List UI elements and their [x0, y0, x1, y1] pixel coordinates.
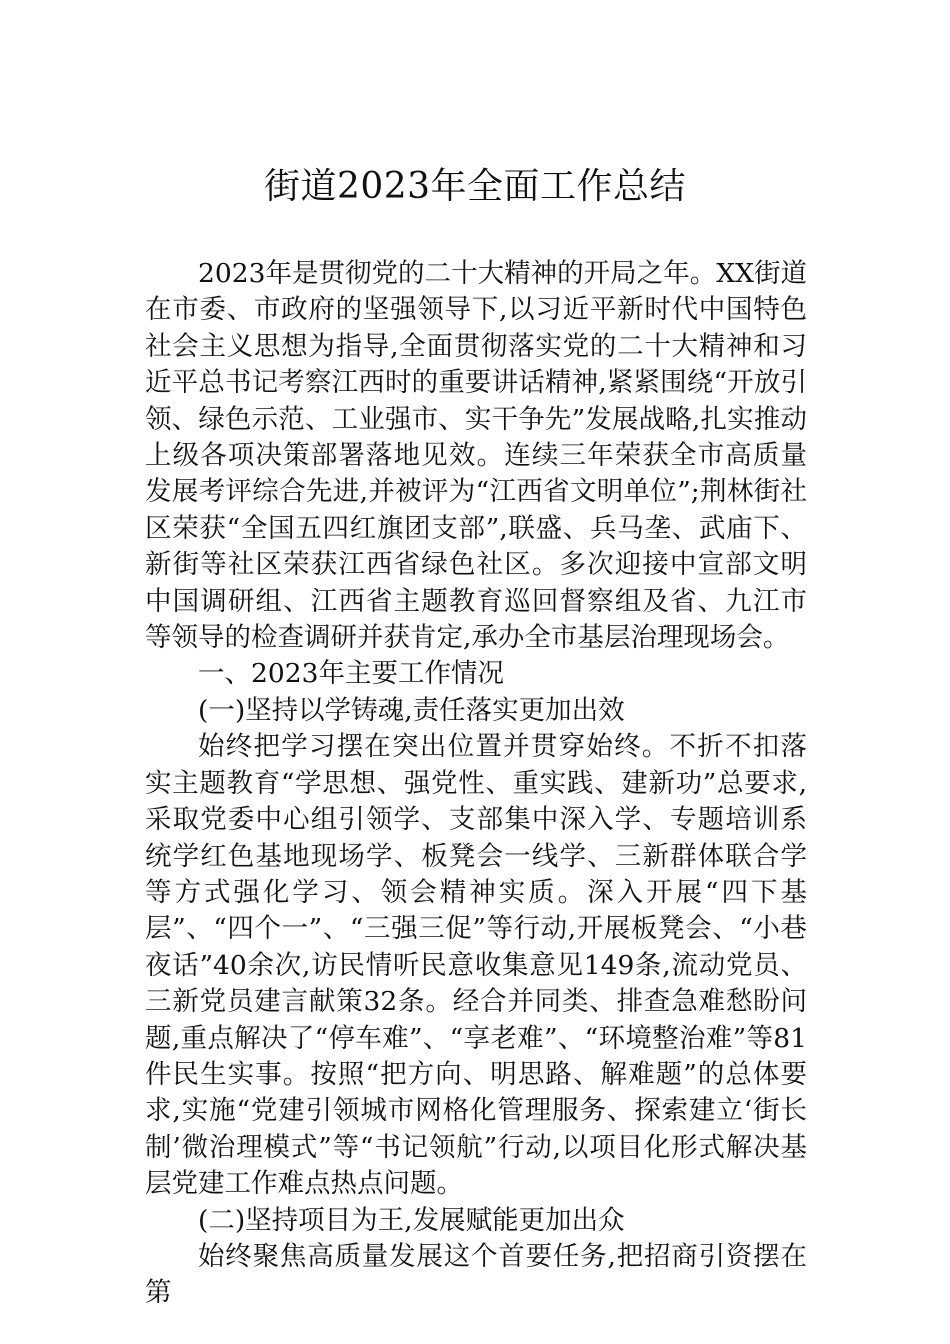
document-title: 街道2023年全面工作总结: [263, 166, 687, 207]
body-paragraph: 始终把学习摆在突出位置并贯穿始终。不折不扣落实主题教育“学思想、强党性、重实践、建新功”总要求,采取党委中心组引领学、支部集中深入学、专题培训系统学红色基地现场学、板凳会一线学、三新群体联合学等方式强化学习、领会精神实质。深入开展“四下基层”、“四个一”、“三强三促”等行动,开展板凳会、“小巷夜话”40余次,访民情听民意收集意见149条,流动党员、三新党员建言献策32条。经合并同类、排查急难愁盼问题,重点解决了“停车难”、“享老难”、“环境整治难”等81件民生实事。按照“把方向、明思路、解难题”的总体要求,实施“党建引领城市网格化管理服务、探索建立‘街长制’微治理模式”等“书记领航”行动,以项目化形式解决基层党建工作难点热点问题。: [145, 731, 807, 1200]
intro-paragraph: 2023年是贯彻党的二十大精神的开局之年。XX街道在市委、市政府的坚强领导下,以习近平新时代中国特色社会主义思想为指导,全面贯彻落实党的二十大精神和习近平总书记考察江西时的重要讲话精神,紧紧围绕“开放引领、绿色示范、工业强市、实干争先”发展战略,扎实推动上级各项决策部署落地见效。连续三年荣获全市高质量发展考评综合先进,并被评为“江西省文明单位”;荆林街社区荣获“全国五四红旗团支部”,联盛、兵马垄、武庙下、新街等社区荣获江西省绿色社区。多次迎接中宣部文明中国调研组、江西省主题教育巡回督察组及省、九江市等领导的检查调研并获肯定,承办全市基层治理现场会。: [145, 258, 807, 654]
section-heading: 一、2023年主要工作情况: [198, 658, 504, 690]
subsection-heading: (二)坚持项目为王,发展赋能更加出众: [198, 1204, 625, 1236]
subsection-heading: (一)坚持以学铸魂,责任落实更加出效: [198, 694, 625, 726]
body-paragraph: 始终聚焦高质量发展这个首要任务,把招商引资摆在第: [145, 1240, 807, 1309]
document-body: [145, 256, 807, 1312]
